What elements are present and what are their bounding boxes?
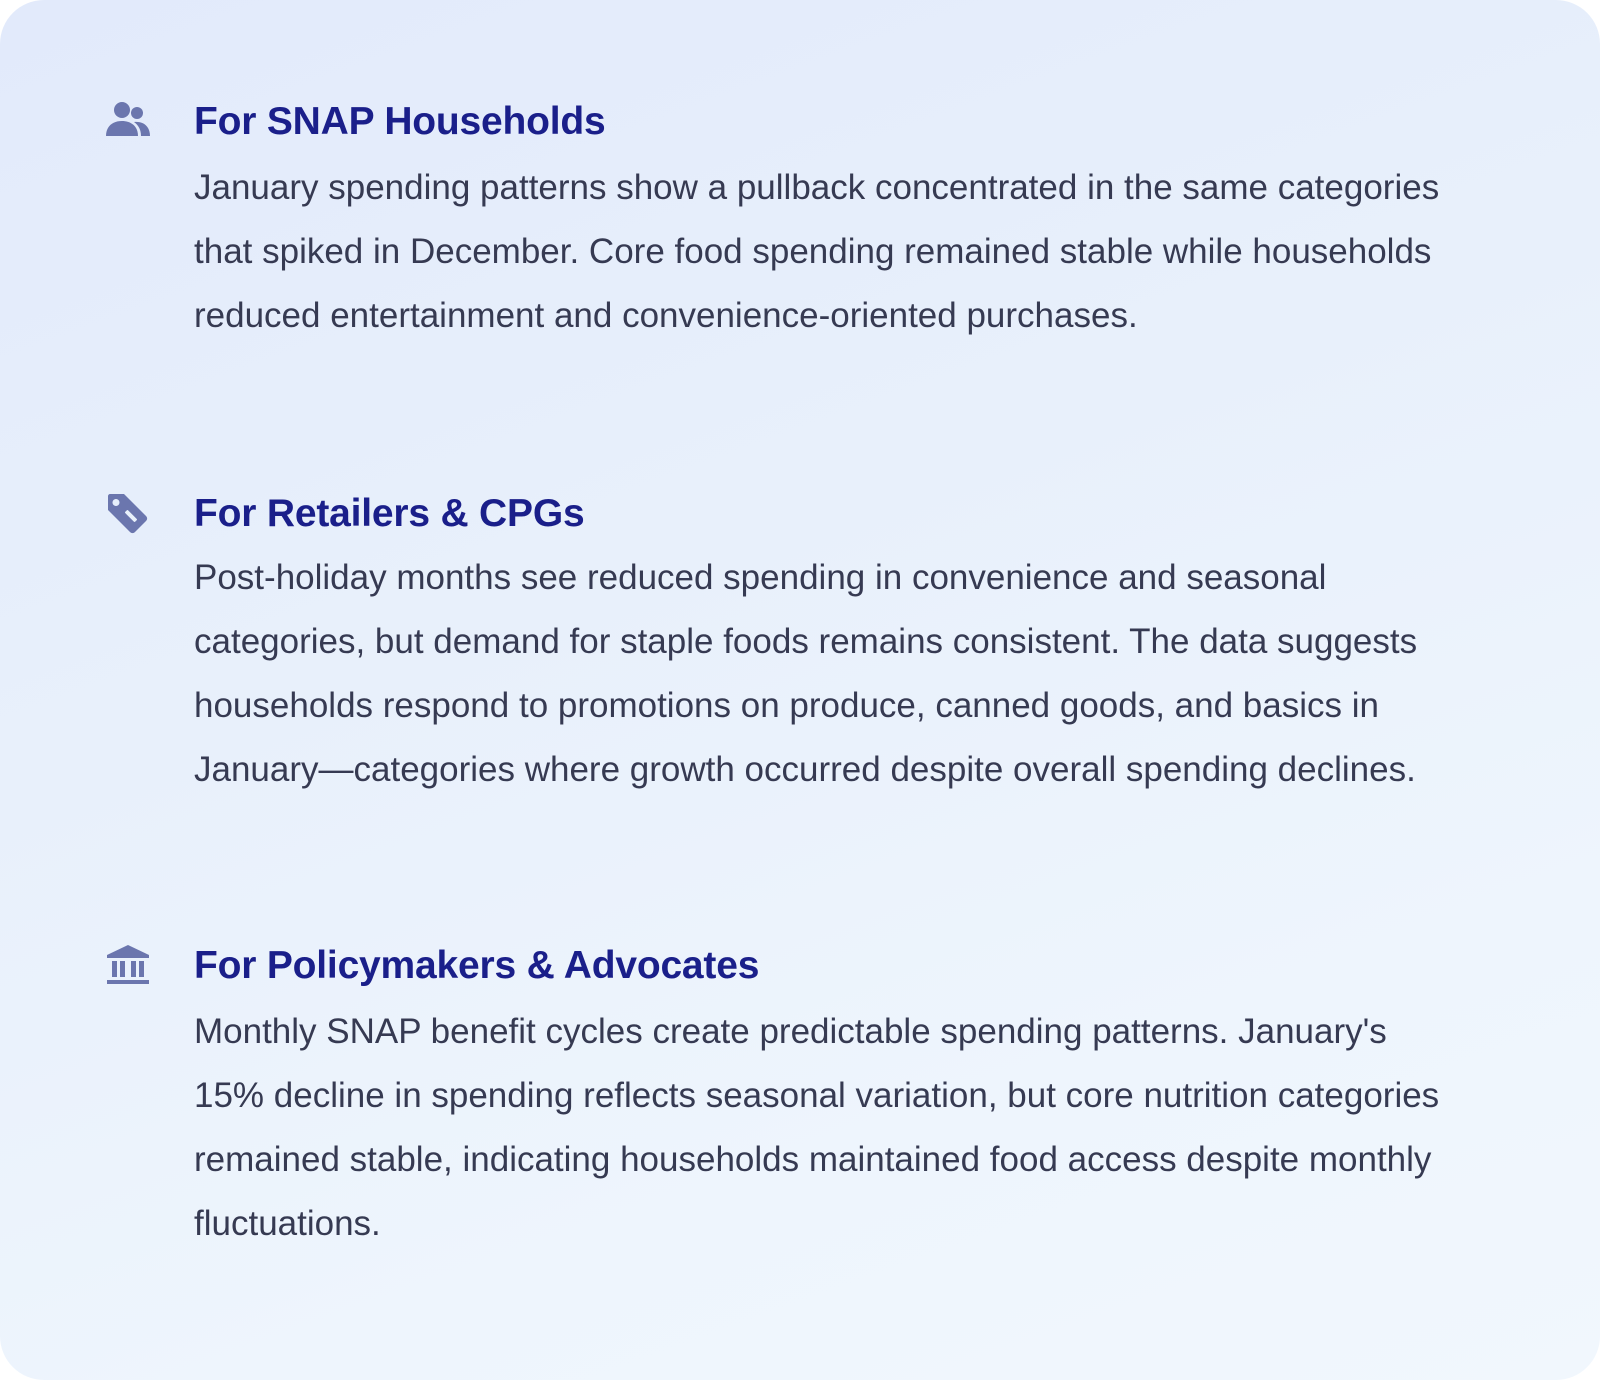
section-body: Post-holiday months see reduced spending in convenience and seasonal categories, but demand for staple foods remains consistent. The data suggests households respond to promotions on produce, canned goods, and basics in January—categories where growth occurred despite overall spending declines. — [194, 558, 1418, 789]
tag-icon — [102, 488, 154, 540]
section-title: For Policymakers & Advocates — [194, 944, 760, 987]
section-body: Monthly SNAP benefit cycles create predictable spending patterns. January's 15% decline in spending reflects seasonal variation, but core nutrition categories remained stable, indicating households maintained food access despite monthly fluctuations. — [194, 1012, 1440, 1243]
users-icon — [102, 96, 154, 148]
institution-icon — [102, 940, 154, 992]
section-snap-households — [102, 98, 1502, 348]
section-policymakers-advocates — [102, 942, 1502, 1256]
section-title: For Retailers & CPGs — [194, 492, 585, 535]
section-retailers-cpgs — [102, 490, 1502, 802]
section-title: For SNAP Households — [194, 100, 606, 143]
section-body: January spending patterns show a pullback concentrated in the same categories that spiked in December. Core food spending remained stable while households reduced entertainment and convenience-oriented purchases. — [194, 168, 1440, 335]
